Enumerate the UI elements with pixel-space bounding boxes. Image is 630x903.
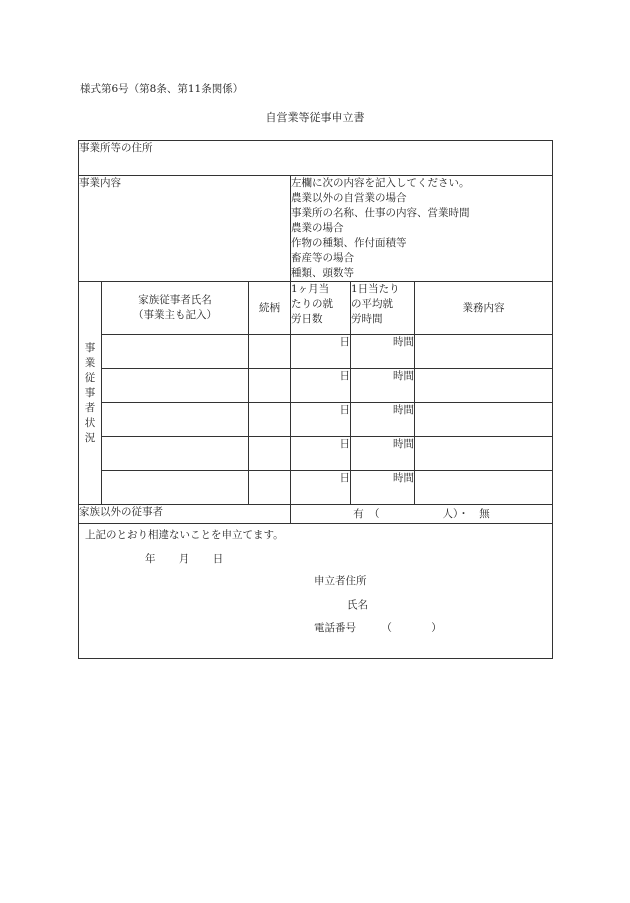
- form-number: 様式第6号（第8条、第11条関係）: [80, 83, 244, 95]
- side-label-char: 状: [84, 416, 96, 429]
- hours-unit: 時間: [393, 404, 414, 416]
- hours-unit: 時間: [393, 336, 414, 348]
- date-month-label: 月: [178, 553, 190, 565]
- instruction-line: 農業以外の自営業の場合: [291, 192, 407, 204]
- days-unit: 日: [339, 336, 350, 348]
- header-hours-line: 労時間: [351, 313, 383, 325]
- worker-days-field[interactable]: [291, 403, 351, 437]
- worker-days-field[interactable]: [291, 369, 351, 403]
- worker-name-field[interactable]: [102, 403, 249, 437]
- header-relation: 続柄: [249, 282, 291, 335]
- address-field[interactable]: [79, 141, 553, 176]
- hours-unit: 時間: [393, 370, 414, 382]
- header-name-line: （事業主も記入）: [133, 309, 217, 321]
- worker-relation-field[interactable]: [249, 403, 291, 437]
- phone-open-paren: （: [381, 622, 392, 634]
- instruction-line: 作物の種類、作付面積等: [291, 237, 407, 249]
- header-hours-line: 1日当たり: [351, 283, 400, 295]
- worker-hours-field[interactable]: [351, 369, 415, 403]
- declaration-row: [79, 524, 553, 659]
- side-label-char: 従: [84, 371, 96, 384]
- instruction-line: 事業所の名称、仕事の内容、営業時間: [291, 207, 470, 219]
- days-unit: 日: [339, 438, 350, 450]
- workers-header-row: [79, 282, 553, 335]
- header-family-worker-name: [102, 282, 249, 335]
- worker-hours-field[interactable]: [351, 335, 415, 369]
- applicant-phone-label: 電話番号: [314, 622, 356, 634]
- instruction-line: 農業の場合: [291, 222, 344, 234]
- worker-row: [79, 335, 553, 369]
- days-unit: 日: [339, 370, 350, 382]
- worker-relation-field[interactable]: [249, 335, 291, 369]
- header-days-line: 1ヶ月当: [291, 283, 330, 295]
- worker-name-field[interactable]: [102, 335, 249, 369]
- date-year-label: 年: [145, 553, 156, 565]
- worker-duties-field[interactable]: [415, 335, 553, 369]
- worker-row: [79, 403, 553, 437]
- side-label-char: 業: [84, 356, 96, 369]
- worker-days-field[interactable]: [291, 335, 351, 369]
- hours-unit: 時間: [393, 472, 414, 484]
- days-unit: 日: [339, 472, 350, 484]
- workers-status-side-label: [79, 282, 102, 505]
- header-days-line: 労日数: [291, 313, 323, 325]
- worker-days-field[interactable]: [291, 471, 351, 505]
- side-label-char: 事: [84, 341, 96, 354]
- applicant-address-label: 申立者住所: [314, 575, 367, 587]
- worker-duties-field[interactable]: [415, 437, 553, 471]
- worker-duties-field[interactable]: [415, 403, 553, 437]
- applicant-name-label: 氏名: [347, 599, 368, 611]
- application-form-table: [78, 140, 553, 659]
- header-hours-line: の平均就: [351, 298, 393, 310]
- instruction-line: 種類、頭数等: [291, 267, 354, 279]
- business-row: [79, 176, 553, 282]
- worker-row: [79, 437, 553, 471]
- declaration-statement: 上記のとおり相違ないことを申立てます。: [85, 529, 284, 541]
- declaration-cell: [79, 524, 553, 659]
- phone-close-paren: ）: [431, 622, 442, 634]
- worker-hours-field[interactable]: [351, 471, 415, 505]
- non-family-choice[interactable]: 有 （ 人）・ 無: [291, 505, 553, 524]
- document-title: 自営業等従事申立書: [265, 111, 365, 124]
- worker-row: [79, 369, 553, 403]
- side-label-char: 事: [84, 386, 96, 399]
- worker-row: [79, 471, 553, 505]
- address-row: [79, 141, 553, 176]
- date-line[interactable]: [145, 552, 223, 567]
- non-family-label: 家族以外の従事者: [79, 505, 291, 524]
- business-instructions: [291, 176, 553, 282]
- worker-hours-field[interactable]: [351, 437, 415, 471]
- worker-name-field[interactable]: [102, 369, 249, 403]
- side-label-char: 況: [84, 431, 96, 444]
- date-day-label: 日: [212, 553, 224, 565]
- header-name-line: 家族従事者氏名: [138, 294, 212, 306]
- days-unit: 日: [339, 404, 350, 416]
- instruction-line: 畜産等の場合: [291, 252, 354, 264]
- worker-relation-field[interactable]: [249, 471, 291, 505]
- business-content-field[interactable]: [79, 176, 291, 282]
- non-family-row: [79, 505, 553, 524]
- worker-duties-field[interactable]: [415, 369, 553, 403]
- worker-hours-field[interactable]: [351, 403, 415, 437]
- worker-duties-field[interactable]: [415, 471, 553, 505]
- worker-name-field[interactable]: [102, 471, 249, 505]
- worker-name-field[interactable]: [102, 437, 249, 471]
- hours-unit: 時間: [393, 438, 414, 450]
- address-label: 事業所等の住所: [79, 142, 153, 154]
- worker-days-field[interactable]: [291, 437, 351, 471]
- side-label-char: 者: [84, 401, 96, 414]
- business-content-label: 事業内容: [79, 177, 121, 189]
- worker-relation-field[interactable]: [249, 369, 291, 403]
- instruction-line: 左欄に次の内容を記入してください。: [291, 177, 470, 189]
- header-days-per-month: [291, 282, 351, 335]
- header-hours-per-day: [351, 282, 415, 335]
- header-duties: 業務内容: [415, 282, 553, 335]
- worker-relation-field[interactable]: [249, 437, 291, 471]
- applicant-phone-line[interactable]: [314, 621, 442, 636]
- header-days-line: たりの就: [291, 298, 333, 310]
